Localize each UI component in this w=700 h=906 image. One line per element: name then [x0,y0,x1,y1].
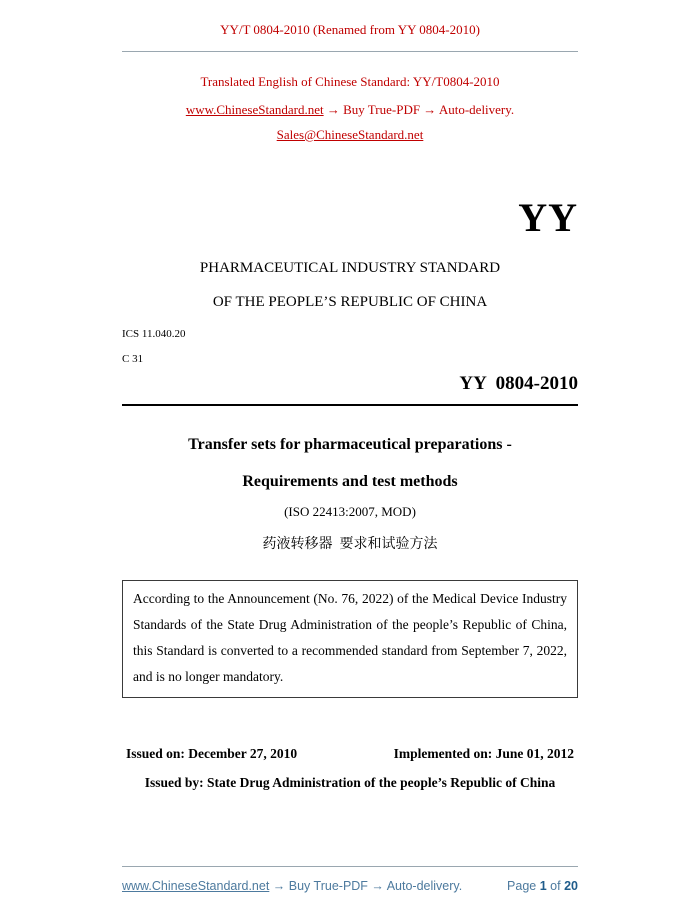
footer-tagline-text: → Buy True-PDF → Auto-delivery. [269,879,463,893]
of-label: of [550,879,561,893]
header-title: YY/T 0804-2010 (Renamed from YY 0804-2010) [220,22,480,37]
issuance-row [122,746,578,762]
sales-email-line [122,127,578,143]
header-divider [122,51,578,52]
chinese-title: 药液转移器 要求和试验方法 [262,537,438,552]
page-total: 20 [564,879,578,893]
announcement-box [122,580,578,698]
classification-code: C 31 [122,353,144,365]
footer-divider [122,866,578,867]
buy-truepdf-line [122,102,578,118]
standard-org-line2: OF THE PEOPLE’S REPUBLIC OF CHINA [212,294,488,310]
ics-code: ICS 11.040.20 [122,328,186,340]
iso-reference: (ISO 22413:2007, MOD) [284,504,416,519]
page-number: 1 [539,879,547,893]
page-label: Page [507,879,537,893]
chinesestandard-link[interactable]: www.ChineseStandard.net [185,102,324,117]
document-title-line2: Requirements and test methods [242,473,458,490]
standard-number-rule [122,404,578,406]
issued-by-line: Issued by: State Drug Administration of the people’s Republic of China [144,775,556,790]
footer-chinesestandard-link[interactable]: www.ChineseStandard.net [122,879,270,893]
standard-number: YY 0804-2010 [459,373,578,394]
announcement-text: According to the Announcement (No. 76, 2022) of the Medical Device Industry Standards of the State Drug Administration of the people’s Republic of China, this Standard is converted to a recommended standard from September 7, 2022, and is no longer mandatory. [133,591,567,684]
document-title-line1: Transfer sets for pharmaceutical preparations - [188,436,512,453]
translated-standard-line: Translated English of Chinese Standard: YY/T0804-2010 [200,74,500,89]
issued-on-date: Issued on: December 27, 2010 [126,746,298,761]
footer-tagline [122,879,462,893]
standard-logo-yy: YY [518,195,578,240]
page-indicator [507,879,578,893]
sales-email-link[interactable]: Sales@ChineseStandard.net [276,127,424,142]
implemented-on-date: Implemented on: June 01, 2012 [393,746,574,761]
buy-truepdf-text: → Buy True-PDF → Auto-delivery. [323,102,515,117]
standard-org-line1: PHARMACEUTICAL INDUSTRY STANDARD [199,260,501,276]
footer [122,879,578,893]
